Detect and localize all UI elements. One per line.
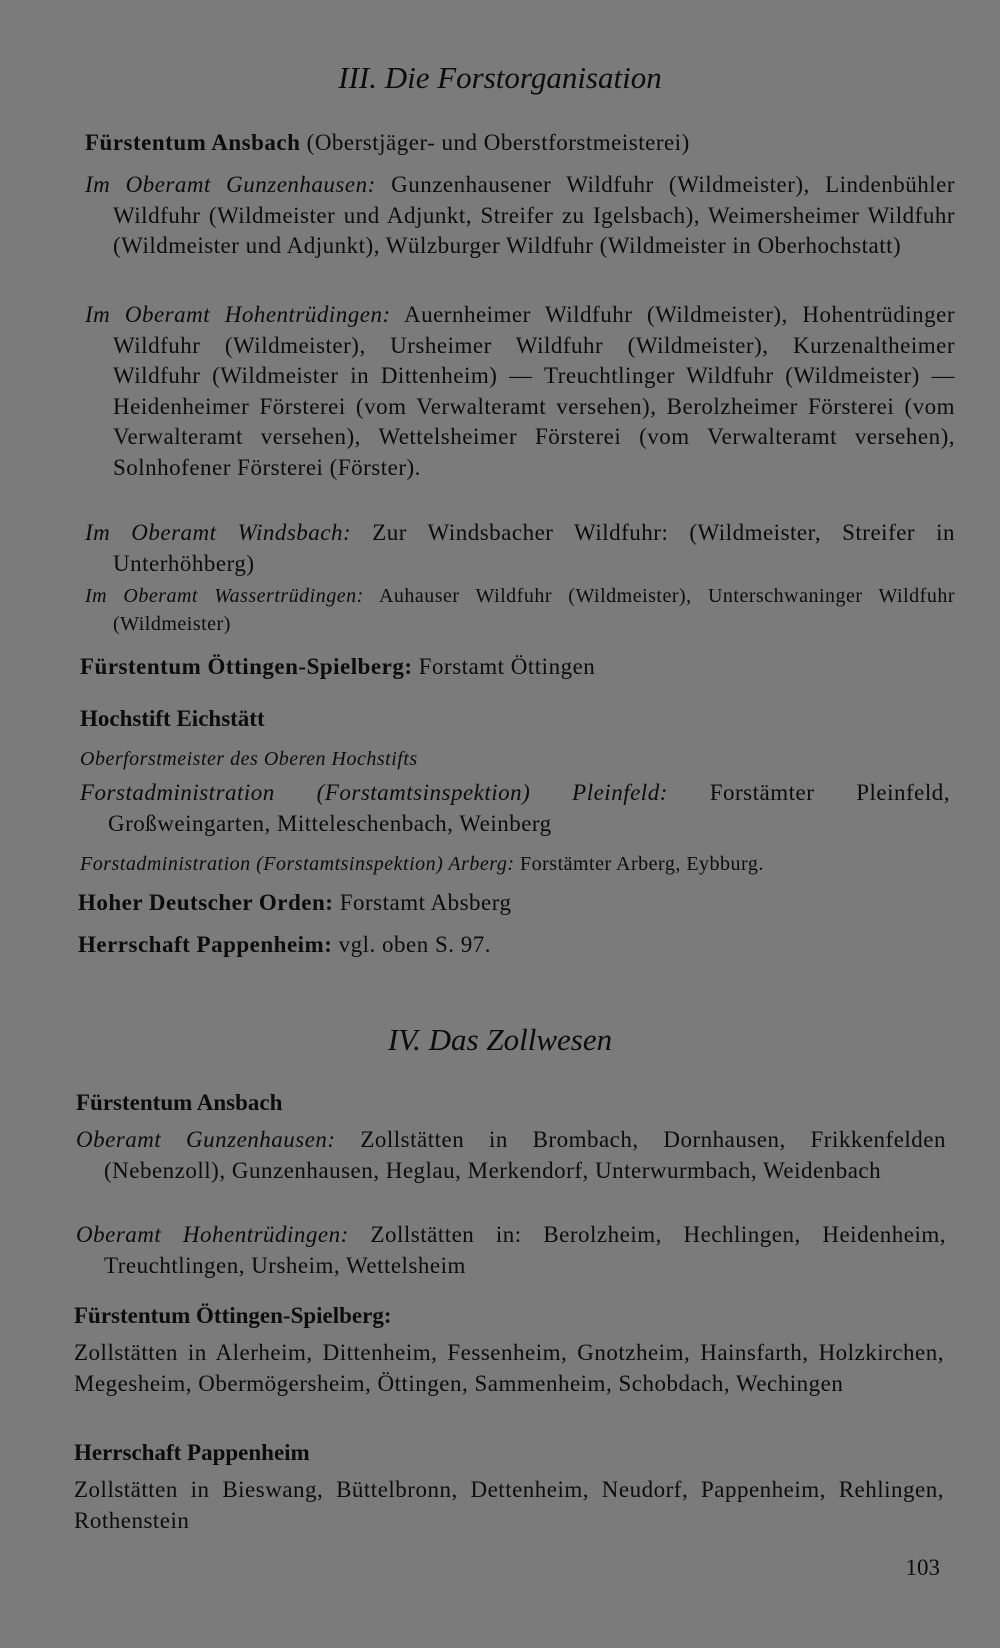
forst-ansbach-note: (Oberstjäger- und Oberstforstmeisterei): [306, 130, 690, 155]
zoll-oettingen-text: Zollstätten in Alerheim, Dittenheim, Fessenheim, Gnotzheim, Hainsfarth, Holzkirchen, Megesheim, Obermögersheim, Öttingen, Sammenheim, Schobdach, Wechingen: [74, 1340, 944, 1396]
forst-pleinfeld-label: Forstadministration (Forstamtsinspektion) Pleinfeld:: [80, 780, 668, 805]
forst-windsbach-text: Zur Windsbacher Wildfuhr: (Wildmeister, Streifer in Unterhöhberg): [113, 520, 956, 576]
forst-wassertruedingen: [85, 582, 955, 638]
forst-deutscher-orden: [78, 888, 948, 919]
forst-oettingen-text: Forstamt Öttingen: [418, 654, 596, 679]
forst-gunzenhausen-label: Im Oberamt Gunzenhausen:: [85, 172, 376, 197]
forst-pleinfeld-text: Forstämter Pleinfeld, Großweingarten, Mitteleschenbach, Weinberg: [108, 780, 951, 836]
forst-ansbach-header: [85, 128, 915, 159]
zoll-hohentruedingen-label: Oberamt Hohentrüdingen:: [76, 1222, 349, 1247]
forst-pappenheim-label: Herrschaft Pappenheim:: [78, 932, 333, 957]
zoll-oettingen-label: Fürstentum Öttingen-Spielberg:: [74, 1303, 392, 1328]
zoll-hohentruedingen-text: Zollstätten in: Berolzheim, Hechlingen, Heidenheim, Treuchtlingen, Ursheim, Wettelsheim: [104, 1222, 947, 1278]
forst-eichstaett-label: Hochstift Eichstätt: [80, 706, 265, 731]
forst-ansbach-label: Fürstentum Ansbach: [85, 130, 301, 155]
section-heading-forst: III. Die Forstorganisation: [338, 60, 662, 95]
forst-oettingen: [80, 652, 950, 683]
forst-oettingen-label: Fürstentum Öttingen-Spielberg:: [80, 654, 413, 679]
forst-hohentruedingen-label: Im Oberamt Hohentrüdingen:: [85, 302, 391, 327]
forst-hohentruedingen-text: Auernheimer Wildfuhr (Wildmeister), Hohentrüdinger Wildfuhr (Wildmeister), Ursheimer Wildfuhr (Wildmeister), Kurzenaltheimer Wildfuhr (Wildmeister in Dittenheim) — Treuchtlinger Wildfuhr (Wildmeister) — Heidenheimer Försterei (vom Verwalteramt versehen), Berolzheimer Försterei (vom Verwalteramt versehen), Wettelsheimer Försterei (vom Verwalteramt versehen), Solnhofener Försterei (Förster).: [113, 302, 955, 480]
forst-deutscher-orden-label: Hoher Deutscher Orden:: [78, 890, 334, 915]
zoll-ansbach-label: Fürstentum Ansbach: [76, 1090, 283, 1115]
zoll-gunzenhausen-label: Oberamt Gunzenhausen:: [76, 1127, 336, 1152]
forst-hohentruedingen: [85, 300, 955, 483]
forst-wassertruedingen-label: Im Oberamt Wassertrüdingen:: [85, 585, 364, 607]
forst-wassertruedingen-text: Auhauser Wildfuhr (Wildmeister), Unterschwaninger Wildfuhr (Wildmeister): [113, 585, 955, 635]
forst-windsbach: [85, 518, 955, 579]
section-heading-zoll: IV. Das Zollwesen: [387, 1022, 613, 1057]
forst-pappenheim-text: vgl. oben S. 97.: [338, 932, 492, 957]
forst-pleinfeld: [80, 778, 950, 839]
forst-gunzenhausen-text: Gunzenhausener Wildfuhr (Wildmeister), Lindenbühler Wildfuhr (Wildmeister und Adjunkt, Streifer zu Igelsbach), Weimersheimer Wildfuhr (Wildmeister und Adjunkt), Wülzburger Wildfuhr (Wildmeister in Oberhochstatt): [113, 172, 955, 258]
forst-deutscher-orden-text: Forstamt Absberg: [339, 890, 512, 915]
zoll-pappenheim-label: Herrschaft Pappenheim: [74, 1440, 310, 1465]
page-number: 103: [905, 1555, 940, 1580]
zoll-pappenheim-text: Zollstätten in Bieswang, Büttelbronn, Dettenheim, Neudorf, Pappenheim, Rehlingen, Rothenstein: [74, 1477, 944, 1533]
zoll-hohentruedingen: [76, 1220, 946, 1281]
forst-gunzenhausen: [85, 170, 955, 262]
forst-arberg-text: Forstämter Arberg, Eybburg.: [520, 853, 764, 875]
zoll-gunzenhausen: [76, 1125, 946, 1186]
zoll-gunzenhausen-text: Zollstätten in Brombach, Dornhausen, Frikkenfelden (Nebenzoll), Gunzenhausen, Heglau, Merkendorf, Unterwurmbach, Weidenbach: [104, 1127, 947, 1183]
forst-arberg-label: Forstadministration (Forstamtsinspektion) Arberg:: [80, 853, 515, 875]
forst-eichstaett-oberforst: Oberforstmeister des Oberen Hochstifts: [80, 748, 418, 770]
forst-pappenheim: [78, 930, 948, 961]
forst-arberg: [80, 850, 950, 878]
forst-windsbach-label: Im Oberamt Windsbach:: [85, 520, 352, 545]
